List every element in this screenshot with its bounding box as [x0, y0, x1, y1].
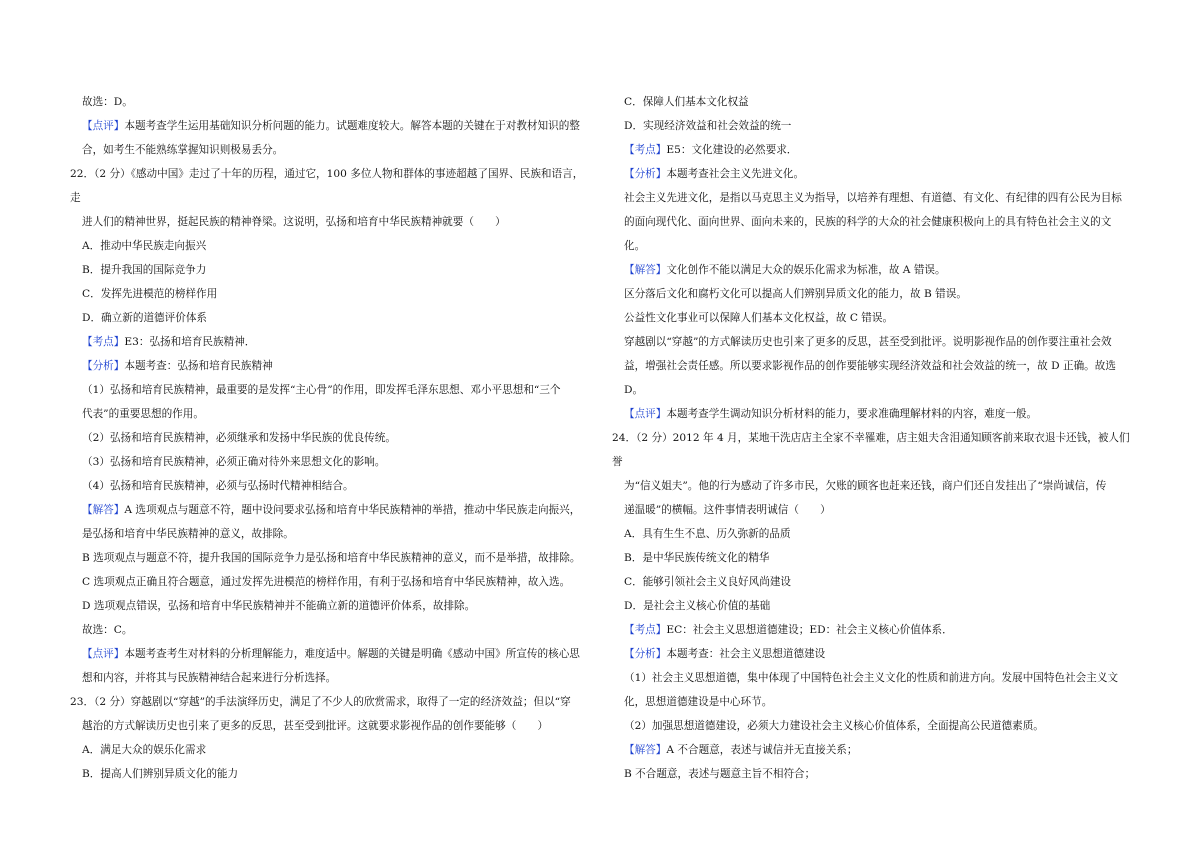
line-text: 为“信义姐夫”。他的行为感动了许多市民，欠账的顾客也赶来还钱，商户们还自发挂出了“崇尚诚信，传 — [624, 480, 1107, 492]
line-text: C 选项观点正确且符合题意，通过发挥先进模范的榜样作用，有利于弘扬和培育中华民族精神，故入选。 — [82, 576, 571, 588]
section-tag: 【点评】 — [624, 408, 667, 420]
line-text: 故选：D。 — [82, 96, 133, 108]
text-line — [70, 258, 590, 282]
line-text: C．保障人们基本文化权益 — [624, 96, 749, 108]
line-text: A 选项观点与题意不符，题中设问要求弘扬和培育中华民族精神的举措，推动中华民族走向振兴， — [124, 504, 581, 516]
line-text: 本题考查学生调动知识分析材料的能力，要求准确理解材料的内容，难度一般。 — [666, 408, 1038, 420]
text-line — [70, 570, 590, 594]
line-text: 本题考查考生对材料的分析理解能力，难度适中。解题的关键是明确《感动中国》所宣传的核心思 — [124, 648, 580, 660]
line-text: A．具有生生不息、历久弥新的品质 — [624, 528, 791, 540]
line-text: A 不合题意，表述与诚信并无直接关系； — [666, 744, 858, 756]
text-line — [612, 690, 1132, 714]
right-column — [612, 90, 1132, 786]
text-line — [70, 234, 590, 258]
line-text: 文化创作不能以满足大众的娱乐化需求为标准，故 A 错误。 — [666, 264, 946, 276]
text-line — [612, 618, 1132, 642]
text-line — [70, 546, 590, 570]
section-tag: 【分析】 — [624, 648, 667, 660]
line-text: D 选项观点错误，弘扬和培育中华民族精神并不能确立新的道德评价体系，故排除。 — [82, 600, 476, 612]
line-text: （1）弘扬和培育民族精神，最重要的是发挥“主心骨”的作用，即发挥毛泽东思想、邓小平思想和“三个 — [82, 384, 561, 396]
section-tag: 【解答】 — [82, 504, 125, 516]
text-line — [612, 738, 1132, 762]
text-line — [612, 570, 1132, 594]
line-text: B．提升我国的国际竞争力 — [82, 264, 207, 276]
text-line — [612, 90, 1132, 114]
line-text: 本题考查：弘扬和培育民族精神 — [124, 360, 273, 372]
line-text: D．是社会主义核心价值的基础 — [624, 600, 771, 612]
text-line — [612, 210, 1132, 234]
text-line — [70, 138, 590, 162]
text-line — [612, 234, 1132, 258]
text-line — [70, 114, 590, 138]
line-text: C．发挥先进模范的榜样作用 — [82, 288, 218, 300]
line-text: D．实现经济效益和社会效益的统一 — [624, 120, 792, 132]
line-text: 代表”的重要思想的作用。 — [82, 408, 204, 420]
line-text: 22．（2 分）《感动中国》走过了十年的历程，通过它，100 多位人物和群体的事迹超越了国界、民族和语言，走 — [70, 168, 584, 204]
line-text: B 选项观点与题意不符，提升我国的国际竞争力是弘扬和培育中华民族精神的意义，而不是举措，故排除。 — [82, 552, 581, 564]
text-line — [70, 426, 590, 450]
line-text: （1）社会主义思想道德，集中体现了中国特色社会主义文化的性质和前进方向。发展中国特色社会主义文 — [624, 672, 1119, 684]
text-line — [612, 162, 1132, 186]
text-line — [70, 378, 590, 402]
text-line — [612, 666, 1132, 690]
text-line — [70, 474, 590, 498]
text-line — [70, 450, 590, 474]
text-line — [612, 306, 1132, 330]
line-text: E3：弘扬和培育民族精神． — [124, 336, 256, 348]
line-text: 本题考查社会主义先进文化。 — [666, 168, 805, 180]
line-text: 穿越剧以“穿越”的方式解读历史也引来了更多的反思，甚至受到批评。说明影视作品的创作要注重社会效 — [624, 336, 1112, 348]
line-text: 是弘扬和培育中华民族精神的意义，故排除。 — [82, 528, 294, 540]
line-text: 进人们的精神世界，挺起民族的精神脊梁。这说明，弘扬和培育中华民族精神就要（ ） — [82, 216, 506, 228]
line-text: 化，思想道德建设是中心环节。 — [624, 696, 773, 708]
section-tag: 【分析】 — [82, 360, 125, 372]
text-line — [612, 762, 1132, 786]
line-text: （2）弘扬和培育民族精神，必须继承和发扬中华民族的优良传统。 — [82, 432, 396, 444]
text-line — [70, 498, 590, 522]
text-line — [70, 618, 590, 642]
line-text: 递温暖”的横幅。这件事情表明诚信（ ） — [624, 504, 831, 516]
text-line — [612, 330, 1132, 354]
text-line — [70, 522, 590, 546]
text-line — [612, 474, 1132, 498]
line-text: D。 — [624, 384, 644, 396]
section-tag: 【点评】 — [82, 648, 125, 660]
line-text: D．确立新的道德评价体系 — [82, 312, 208, 324]
line-text: B．提高人们辨别异质文化的能力 — [82, 768, 239, 780]
text-line — [70, 714, 590, 738]
line-text: A．推动中华民族走向振兴 — [82, 240, 207, 252]
text-line — [70, 738, 590, 762]
line-text: 24．（2 分）2012 年 4 月，某地干洗店店主全家不幸罹难，店主姐夫含泪通知顾客前来取衣退卡还钱，被人们誉 — [612, 432, 1130, 468]
line-text: EC：社会主义思想道德建设；ED：社会主义核心价值体系． — [666, 624, 953, 636]
line-text: A．满足大众的娱乐化需求 — [82, 744, 207, 756]
line-text: （4）弘扬和培育民族精神，必须与弘扬时代精神相结合。 — [82, 480, 354, 492]
section-tag: 【点评】 — [82, 120, 125, 132]
left-column — [70, 90, 590, 786]
text-line — [612, 594, 1132, 618]
line-text: 故选：C。 — [82, 624, 133, 636]
section-tag: 【考点】 — [624, 144, 667, 156]
text-line — [612, 642, 1132, 666]
line-text: （3）弘扬和培育民族精神，必须正确对待外来思想文化的影响。 — [82, 456, 386, 468]
text-line — [612, 426, 1132, 474]
section-tag: 【解答】 — [624, 744, 667, 756]
line-text: 化。 — [624, 240, 646, 252]
text-line — [612, 138, 1132, 162]
line-text: B 不合题意，表述与题意主旨不相符合； — [624, 768, 816, 780]
text-line — [612, 354, 1132, 378]
text-line — [612, 522, 1132, 546]
text-line — [612, 258, 1132, 282]
line-text: 本题考查学生运用基础知识分析问题的能力。试题难度较大。解答本题的关键在于对教材知识的整 — [124, 120, 580, 132]
text-line — [612, 714, 1132, 738]
text-line — [612, 546, 1132, 570]
line-text: 公益性文化事业可以保障人们基本文化权益，故 C 错误。 — [624, 312, 894, 324]
text-line — [70, 642, 590, 666]
line-text: B．是中华民族传统文化的精华 — [624, 552, 770, 564]
text-line — [612, 378, 1132, 402]
text-line — [70, 402, 590, 426]
line-text: （2）加强思想道德建设，必须大力建设社会主义核心价值体系，全面提高公民道德素质。 — [624, 720, 1044, 732]
text-line — [612, 402, 1132, 426]
line-text: 的面向现代化、面向世界、面向未来的，民族的科学的大众的社会健康积极向上的具有特色社会主义的文 — [624, 216, 1112, 228]
text-line — [70, 354, 590, 378]
section-tag: 【考点】 — [82, 336, 125, 348]
line-text: 想和内容，并将其与民族精神结合起来进行分析选择。 — [82, 672, 337, 684]
text-line — [70, 306, 590, 330]
section-tag: 【解答】 — [624, 264, 667, 276]
text-line — [70, 330, 590, 354]
text-line — [612, 114, 1132, 138]
line-text: 社会主义先进文化，是指以马克思主义为指导，以培养有理想、有道德、有文化、有纪律的四有公民为目标 — [624, 192, 1122, 204]
text-line — [612, 498, 1132, 522]
line-text: C．能够引领社会主义良好风尚建设 — [624, 576, 792, 588]
text-line — [612, 186, 1132, 210]
line-text: 益，增强社会责任感。所以要求影视作品的创作要能够实现经济效益和社会效益的统一，故 D 正确。故选 — [624, 360, 1116, 372]
text-line — [70, 762, 590, 786]
line-text: 越治的方式解读历史也引来了更多的反思，甚至受到批评。这就要求影视作品的创作要能够（ ） — [82, 720, 549, 732]
text-line — [70, 162, 590, 210]
line-text: 合，如考生不能熟练掌握知识则极易丢分。 — [82, 144, 284, 156]
line-text: 23．（2 分）穿越剧以“穿越”的手法演绎历史，满足了不少人的欣赏需求，取得了一定的经济效益；但以“穿 — [70, 696, 571, 708]
text-line — [70, 666, 590, 690]
text-line — [70, 210, 590, 234]
text-line — [70, 690, 590, 714]
section-tag: 【考点】 — [624, 624, 667, 636]
text-line — [70, 90, 590, 114]
text-line — [612, 282, 1132, 306]
text-line — [70, 282, 590, 306]
text-line — [70, 594, 590, 618]
section-tag: 【分析】 — [624, 168, 667, 180]
line-text: 区分落后文化和腐朽文化可以提高人们辨别异质文化的能力，故 B 错误。 — [624, 288, 967, 300]
line-text: 本题考查：社会主义思想道德建设 — [666, 648, 826, 660]
line-text: E5：文化建设的必然要求． — [666, 144, 798, 156]
